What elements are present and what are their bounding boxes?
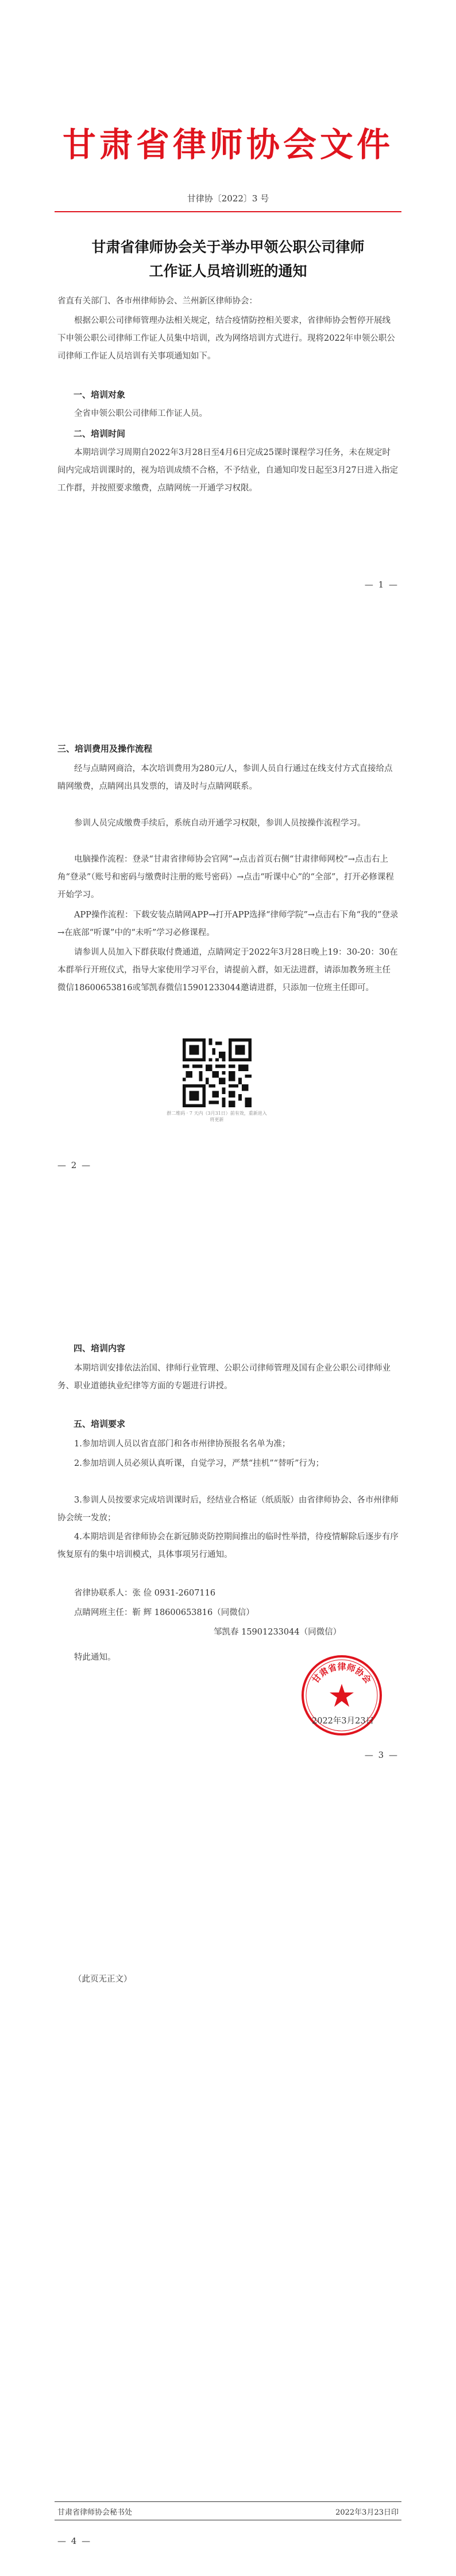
footer-print-date: 2022年3月23日印: [335, 2508, 399, 2517]
issue-date: 2022年3月23日: [312, 1717, 374, 1726]
blank-page-note: （此页无正文）: [74, 1975, 132, 1984]
section-heading-2: 二、培训时间: [74, 429, 126, 439]
section-3-app-flow: APP操作流程：下载安装点睛网APP→打开APP选择“律师学院”→点击右下角“我的”登录→在底部“听课”中的“未听”学习必修课程。: [57, 910, 399, 937]
footer-publisher: 甘肃省律师协会秘书处: [57, 2508, 133, 2517]
title-line-1: 甘肃省律师协会关于举办甲领公职公司律师: [91, 239, 365, 255]
contact-dianjing-1: 点睛网班主任：靳 辉 18600653816（同微信）: [74, 1608, 254, 1617]
section-4-text: 本期培训安排依法治国、律师行业管理、公职公司律师管理及国有企业公职公司律师业务、职业道德执业纪律等方面的专题进行讲授。: [57, 1364, 391, 1391]
closing-text: 特此通知。: [74, 1653, 116, 1662]
requirement-3: 3.参训人员按要求完成培训课时后，经结业合格证（纸质版）由省律师协会、各市州律师协会统一发放；: [57, 1496, 399, 1523]
svg-text:甘肃省律师协会: [310, 1661, 373, 1685]
doc-number: 甘律协〔2022〕3 号: [187, 193, 269, 204]
salutation: 省直有关部门、各市州律师协会、兰州新区律师协会：: [57, 297, 257, 306]
contact-dianjing-2: 邹凯春 15901233044（同微信）: [214, 1628, 342, 1637]
red-divider: [55, 211, 401, 212]
intro-paragraph: 根据公职公司律师管理办法相关规定，结合疫情防控相关要求，省律师协会暂停开展线下申领公职公司律师工作证人员集中培训，改为网络培训方式进行。现将2022年申领公职公司律师工作证人员培训有关事项通知如下。: [57, 316, 395, 361]
page-number-4: — 4 —: [57, 2536, 92, 2546]
section-heading-5: 五、培训要求: [74, 1419, 126, 1429]
section-2-text: 本期培训学习周期自2022年3月28日至4月6日完成25课时课程学习任务，未在规定时间内完成培训课时的，视为培训成绩不合格，不予结业，自通知印发日起至3月27日进入指定工作群，并按照要求缴费，点睛网统一开通学习权限。: [57, 448, 399, 493]
contact-provincial: 省律协联系人：张 俭 0931-2607116: [74, 1589, 216, 1598]
notice-title: [69, 235, 387, 283]
page-number-2: — 2 —: [57, 1160, 92, 1170]
footer-rule-top: [55, 2501, 401, 2502]
section-3-pc-flow: 电脑操作流程：登录“甘肃省律师协会官网”→点击首页右侧“甘肃律师网校”→点击右上角“登录”（账号和密码与缴费时注册的账号密码）→点击“听课中心”的“全部”，打开必修课程开始学习。: [57, 855, 394, 900]
seal-text: 甘肃省律师协会: [310, 1661, 373, 1686]
section-3-group-join: 请参训人员加入下群获取付费通道，点睛网定于2022年3月28日晚上19：30-20：30在本群举行开班仪式，指导大家使用学习平台，请提前入群，如无法进群，请添加教务班主任微信18600653816或邹凯春微信15901233044邀请进群，只添加一位班主任即可。: [57, 948, 398, 993]
org-header-title: 甘肃省律师协会文件: [62, 125, 393, 164]
requirement-2: 2.参加培训人员必须认真听课，自觉学习，严禁“挂机”“替听”行为；: [74, 1459, 324, 1468]
section-heading-4: 四、培训内容: [74, 1343, 126, 1353]
requirement-4: 4.本期培训是省律师协会在新冠肺炎防控期间推出的临时性举措，待疫情解除后逐步有序恢复原有的集中培训模式，具体事项另行通知。: [57, 1532, 399, 1559]
section-heading-1: 一、培训对象: [74, 390, 126, 400]
section-heading-3: 三、培训费用及操作流程: [57, 744, 153, 754]
title-line-2: 工作证人员培训班的通知: [149, 263, 307, 279]
section-1-text: 全省申领公职公司律师工作证人员。: [74, 409, 207, 418]
page-number-3: — 3 —: [364, 1750, 399, 1760]
section-3-fee: 经与点睛网商洽，本次培训费用为280元/人，参训人员自行通过在线支付方式直接给点睛网缴费，点睛网出具发票的，请及时与点睛网联系。: [57, 764, 393, 791]
section-3-access: 参训人员完成缴费手续后，系统自动开通学习权限，参训人员按操作流程学习。: [74, 819, 366, 828]
qr-code-caption: 群二维码 · 7 天内（3月31日）前有效，重新进入将更新: [167, 1111, 267, 1122]
qr-code-image: [183, 1038, 252, 1107]
page-number-1: — 1 —: [364, 579, 399, 590]
requirement-1: 1.参加培训人员以省直部门和各市州律协预报名名单为准；: [74, 1439, 291, 1449]
